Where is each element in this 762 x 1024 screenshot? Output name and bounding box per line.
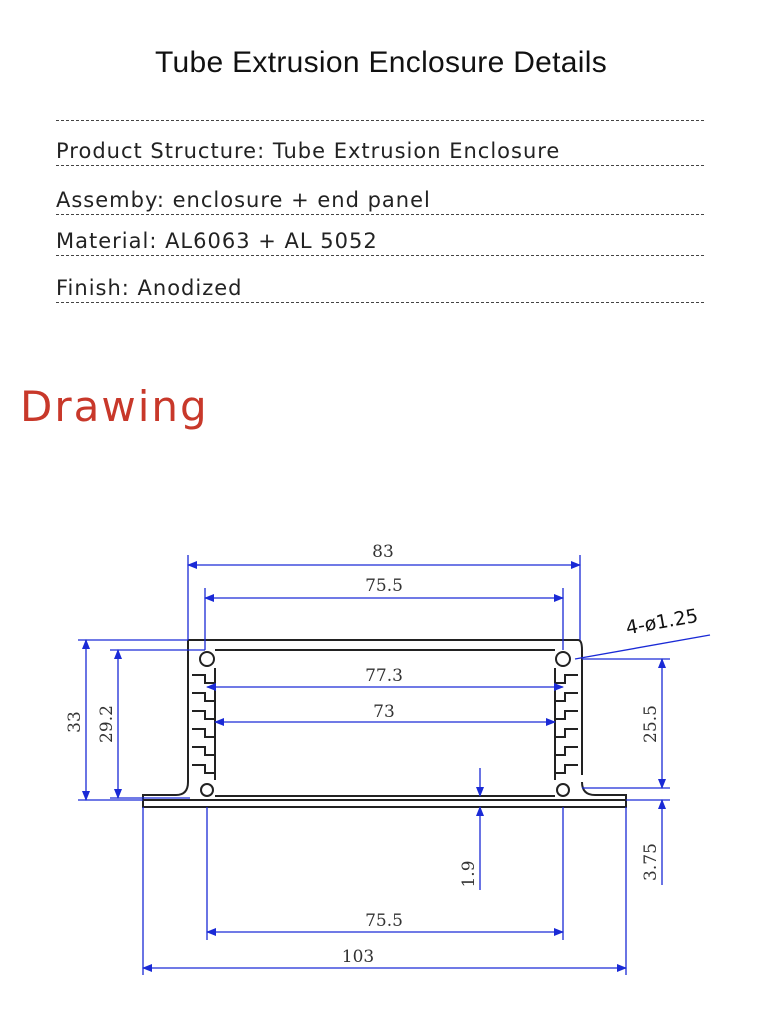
dim-label-3-75: 3.75 xyxy=(641,843,661,881)
spec-finish: Finish: Anodized xyxy=(56,276,243,300)
dimension-lines xyxy=(86,565,662,968)
spec-list xyxy=(56,120,704,303)
left-top-hole xyxy=(200,652,214,666)
drawing-heading: Drawing xyxy=(20,382,209,431)
enclosure-drawing xyxy=(0,500,762,1000)
dim-label-103: 103 xyxy=(341,947,375,967)
right-fins xyxy=(555,668,578,780)
dim-label-hole: 4-ø1.25 xyxy=(624,604,700,640)
divider xyxy=(56,302,704,303)
spec-row-structure xyxy=(56,121,704,165)
spec-structure: Product Structure: Tube Extrusion Enclosure xyxy=(56,139,561,163)
spec-row-finish xyxy=(56,256,704,302)
spec-row-assembly xyxy=(56,166,704,214)
right-bottom-hole xyxy=(557,784,569,796)
dim-label-75-top: 75.5 xyxy=(365,576,403,596)
left-fins xyxy=(192,668,215,780)
spec-material: Material: AL6063 + AL 5052 xyxy=(56,229,378,253)
dim-label-73: 73 xyxy=(373,702,395,722)
dim-label-1-9: 1.9 xyxy=(459,860,479,888)
dim-label-77-3: 77.3 xyxy=(365,666,403,686)
dim-label-25-5: 25.5 xyxy=(641,705,661,743)
left-bottom-hole xyxy=(201,784,213,796)
right-top-hole xyxy=(556,652,570,666)
page-title: Tube Extrusion Enclosure Details xyxy=(154,46,608,79)
dim-label-33: 33 xyxy=(65,711,85,733)
spec-row-material xyxy=(56,215,704,255)
spec-assembly: Assemby: enclosure + end panel xyxy=(56,188,431,212)
dim-label-75-bottom: 75.5 xyxy=(365,911,403,931)
dim-label-83: 83 xyxy=(372,542,394,562)
dim-label-29-2: 29.2 xyxy=(97,705,117,743)
